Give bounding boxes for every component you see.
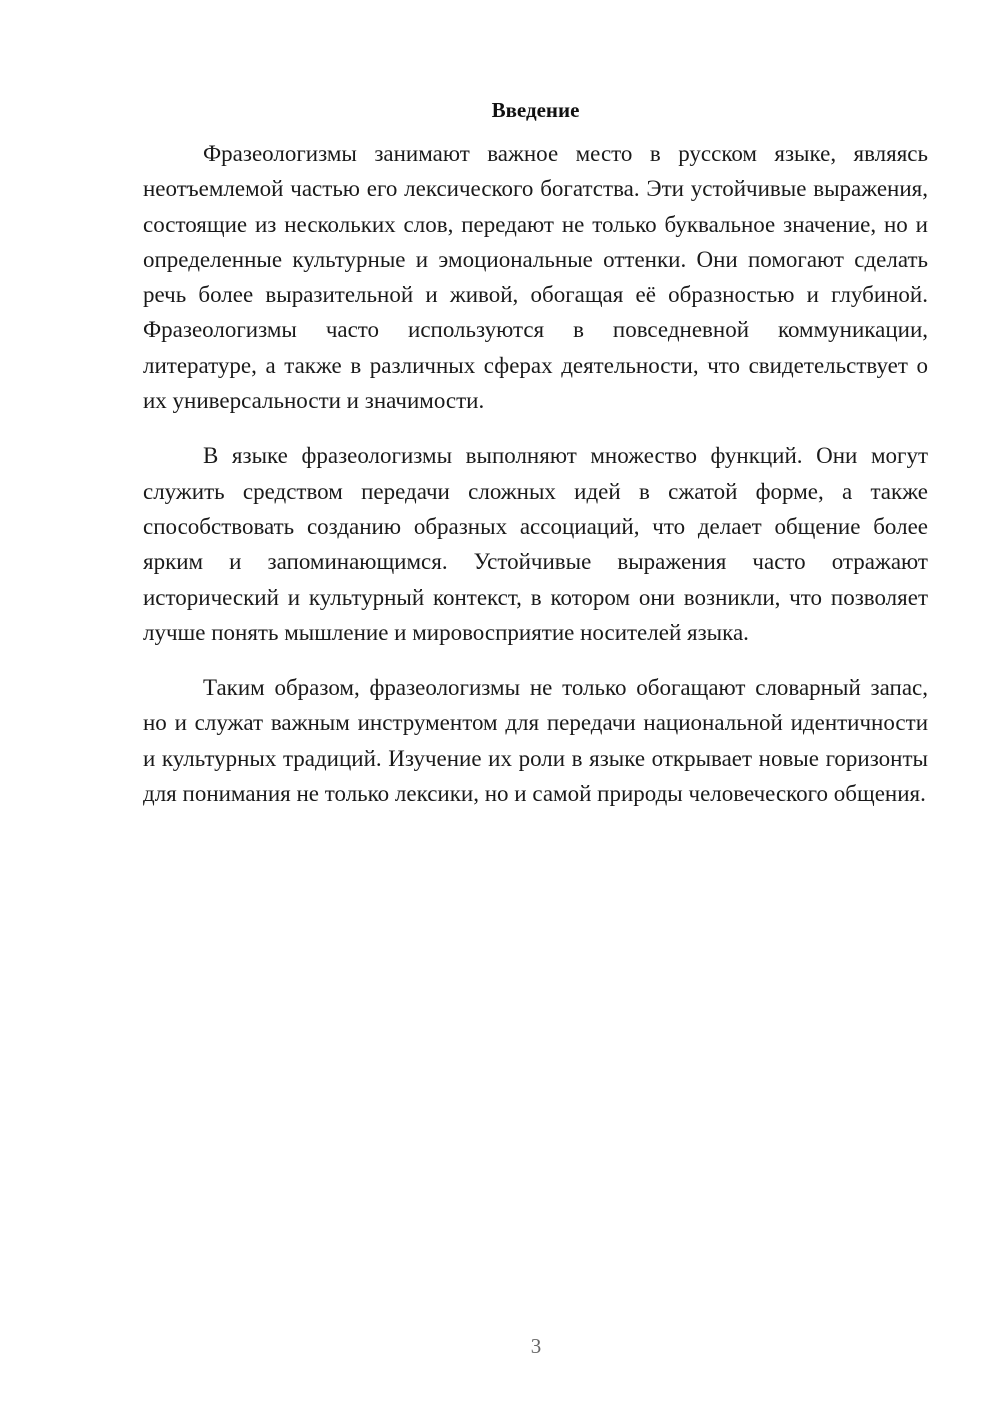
- section-heading: Введение: [491, 98, 580, 122]
- paragraph-3: Таким образом, фразеологизмы не только обогащают словарный запас, но и служат важным инструментом для передачи национальной идентичности и культурных традиций. Изучение их роли в языке открывает новые горизонты для понимания не только лексики, но и самой природы человеческого общения.: [143, 675, 928, 807]
- page-number: 3: [530, 1334, 542, 1358]
- paragraph-2: В языке фразеологизмы выполняют множество функций. Они могут служить средством передачи сложных идей в сжатой форме, а также способствовать созданию образных ассоциаций, что делает общение более ярким и запоминающимся. Устойчивые выражения часто отражают исторический и культурный контекст, в котором они возникли, что позволяет лучше понять мышление и мировосприятие носителей языка.: [143, 443, 928, 645]
- page-content: [143, 96, 928, 831]
- paragraph-1: Фразеологизмы занимают важное место в русском языке, являясь неотъемлемой частью его лексического богатства. Эти устойчивые выражения, состоящие из нескольких слов, передают не только буквальное значение, но и определенные культурные и эмоциональные оттенки. Они помогают сделать речь более выразительной и живой, обогащая её образностью и глубиной. Фразеологизмы часто используются в повседневной коммуникации, литературе, а также в различных сферах деятельности, что свидетельствует о их универсальности и значимости.: [143, 141, 928, 414]
